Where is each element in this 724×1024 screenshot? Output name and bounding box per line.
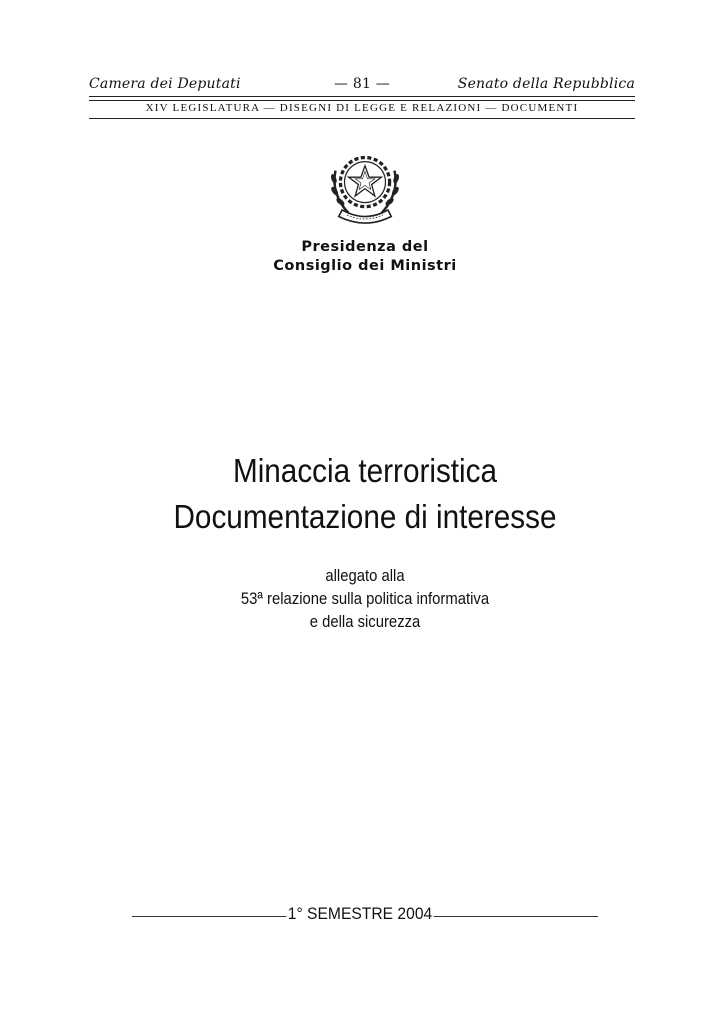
page-header — [89, 74, 635, 96]
header-double-rule — [89, 96, 635, 101]
emblem-icon — [324, 146, 406, 228]
organization-line-1: Presidenza del — [301, 239, 429, 255]
header-rule — [89, 118, 635, 119]
document-subtitle — [172, 565, 559, 634]
organization-name — [200, 238, 530, 276]
title-line-2: Documentazione di interesse — [173, 498, 557, 535]
footer-rule-right — [430, 916, 598, 917]
organization-line-2: Consiglio dei Ministri — [273, 258, 457, 274]
title-line-1: Minaccia terroristica — [232, 452, 498, 489]
page-number: — 81 — — [334, 76, 390, 92]
footer-rule-left — [132, 916, 290, 917]
subtitle-line-1: allegato alla — [325, 567, 405, 585]
subtitle-line-3: e della sicurezza — [309, 613, 421, 631]
document-title — [118, 448, 613, 540]
header-chamber: Camera dei Deputati — [89, 76, 241, 92]
semester-label: 1° SEMESTRE 2004 — [287, 904, 433, 923]
header-senate: Senato della Repubblica — [457, 76, 635, 92]
subtitle-line-2: 53ª relazione sulla politica informativa — [240, 590, 490, 608]
header-legislature: XIV LEGISLATURA — DISEGNI DI LEGGE E RELAZIONI — DOCUMENTI — [145, 102, 579, 114]
